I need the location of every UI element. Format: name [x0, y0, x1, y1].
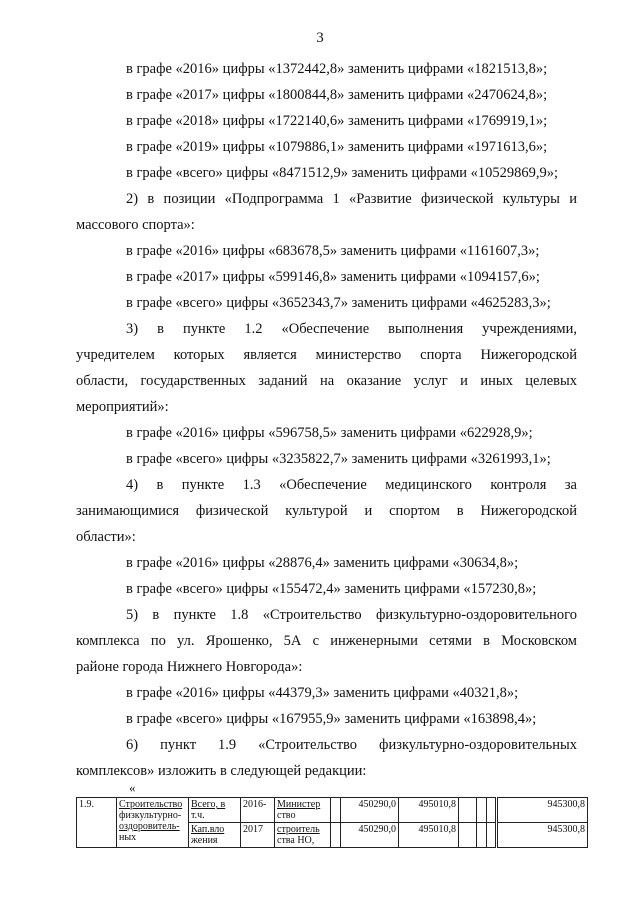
text-line: 6) пункт 1.9 «Строительство физкультурно-оздоровительных — [126, 737, 577, 753]
text-line: 4) в пункте 1.3 «Обеспечение медицинского контроля за — [126, 477, 577, 493]
empty-cell — [331, 798, 341, 823]
text-line: в графе «всего» цифры «8471512,9» заменить цифрами «10529869,9»; — [126, 165, 559, 181]
responsible-cell — [275, 798, 331, 823]
text-line: комплексов» изложить в следующей редакции: — [76, 763, 367, 779]
item-name-line: физкультурно- — [119, 810, 182, 821]
table-row — [77, 798, 588, 823]
empty-cell — [459, 798, 477, 823]
text-line: занимающимися физической культурой и спортом в Нижегородской — [76, 503, 577, 519]
funding-line: т.ч. — [191, 810, 205, 821]
opening-quote-mark: « — [129, 780, 136, 795]
item-name-line: Строительство — [119, 799, 183, 810]
page-number: 3 — [316, 30, 324, 46]
text-line: в графе «2016» цифры «1372442,8» заменить цифрами «1821513,8»; — [126, 61, 548, 77]
empty-cell — [487, 823, 497, 848]
responsible-cell — [275, 823, 331, 848]
value-2017-cell: 495010,8 — [399, 798, 459, 823]
text-line: в графе «всего» цифры «155472,4» заменить цифрами «157230,8»; — [126, 581, 537, 597]
empty-cell — [477, 823, 487, 848]
text-line: в графе «2016» цифры «683678,5» заменить цифрами «1161607,3»; — [126, 243, 540, 259]
text-line: области, государственных заданий на оказание услуг и иных целевых — [76, 373, 577, 389]
funding-line: жения — [191, 835, 218, 846]
text-line: в графе «2017» цифры «599146,8» заменить цифрами «1094157,6»; — [126, 269, 540, 285]
empty-cell — [331, 823, 341, 848]
funding-cell — [189, 798, 241, 823]
text-line: в графе «2016» цифры «28876,4» заменить цифрами «30634,8»; — [126, 555, 519, 571]
item-name-cell — [117, 798, 189, 848]
total-cell: 945300,8 — [497, 823, 588, 848]
funding-line: Всего, в — [191, 799, 226, 810]
budget-table — [76, 797, 588, 848]
text-line: комплекса по ул. Ярошенко, 5А с инженерными сетями в Московском — [76, 633, 577, 649]
text-line: в графе «2016» цифры «44379,3» заменить цифрами «40321,8»; — [126, 685, 519, 701]
responsible-line: ства НО, — [277, 835, 315, 846]
value-2016-cell: 450290,0 — [341, 798, 399, 823]
years-cell: 2017 — [241, 823, 275, 848]
text-line: 3) в пункте 1.2 «Обеспечение выполнения учреждениями, — [126, 321, 577, 337]
value-2017-cell: 495010,8 — [399, 823, 459, 848]
text-line: в графе «всего» цифры «3652343,7» заменить цифрами «4625283,3»; — [126, 295, 551, 311]
text-line: области»: — [76, 529, 136, 545]
empty-cell — [477, 798, 487, 823]
text-line: районе города Нижнего Новгорода»: — [76, 659, 303, 675]
text-line: 5) в пункте 1.8 «Строительство физкультурно-оздоровительного — [126, 607, 577, 623]
responsible-line: строитель — [277, 824, 320, 835]
responsible-line: Министер — [277, 799, 321, 810]
text-line: в графе «всего» цифры «3235822,7» заменить цифрами «3261993,1»; — [126, 451, 551, 467]
text-line: в графе «2018» цифры «1722140,6» заменить цифрами «1769919,1»; — [126, 113, 548, 129]
empty-cell — [487, 798, 497, 823]
funding-line: Кап.вло — [191, 824, 225, 835]
text-line: 2) в позиции «Подпрограмма 1 «Развитие физической культуры и — [126, 191, 577, 207]
funding-cell — [189, 823, 241, 848]
item-name-line: ных — [119, 832, 137, 843]
responsible-line: ство — [277, 810, 296, 821]
total-cell: 945300,8 — [497, 798, 588, 823]
text-line: в графе «2016» цифры «596758,5» заменить цифрами «622928,9»; — [126, 425, 533, 441]
item-name-line: оздоровитель- — [119, 821, 180, 832]
text-line: мероприятий»: — [76, 399, 169, 415]
text-line: в графе «всего» цифры «167955,9» заменить цифрами «163898,4»; — [126, 711, 537, 727]
text-line: в графе «2019» цифры «1079886,1» заменить цифрами «1971613,6»; — [126, 139, 548, 155]
text-line: массового спорта»: — [76, 217, 195, 233]
value-2016-cell: 450290,0 — [341, 823, 399, 848]
empty-cell — [459, 823, 477, 848]
item-number-cell: 1.9. — [77, 798, 117, 848]
text-line: в графе «2017» цифры «1800844,8» заменить цифрами «2470624,8»; — [126, 87, 548, 103]
years-cell: 2016- — [241, 798, 275, 823]
text-line: учредителем которых является министерство спорта Нижегородской — [76, 347, 577, 363]
